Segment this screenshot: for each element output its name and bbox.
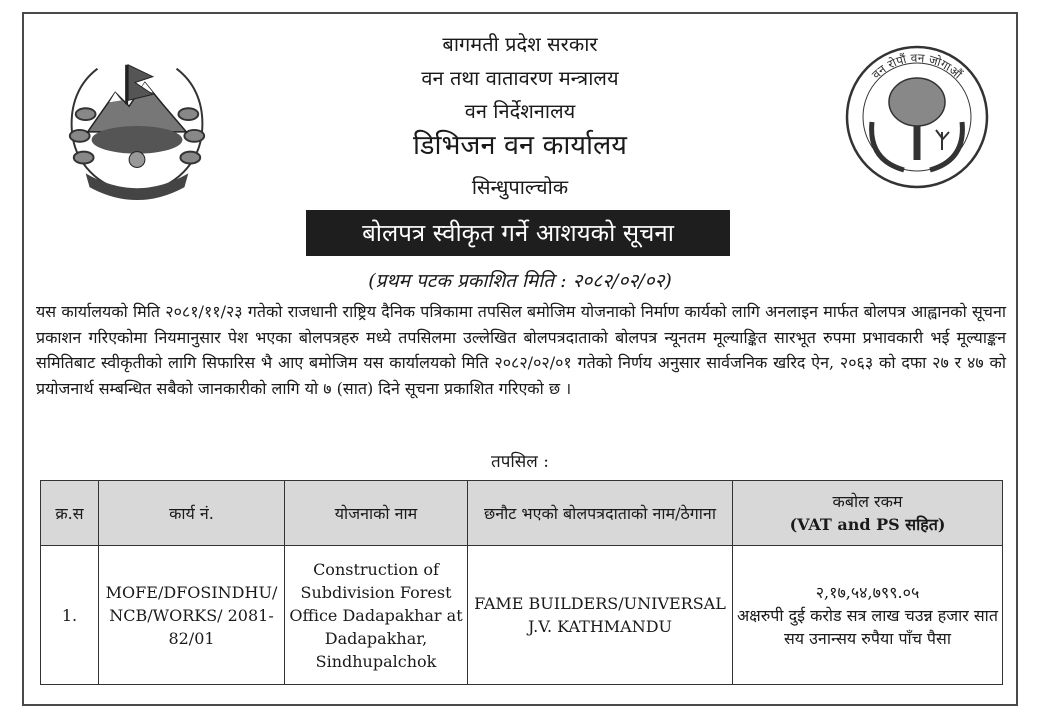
government-name: बागमती प्रदेश सरकार (442, 32, 598, 56)
publication-date: (प्रथम पटक प्रकाशित मिति : २०८२/०२/०२) (368, 270, 672, 292)
bid-result-table (40, 480, 1003, 685)
header-amount-note: (VAT and PS सहित) (789, 515, 946, 534)
cell-sn: 1. (41, 546, 99, 685)
district-name: सिन्धुपाल्चोक (471, 175, 569, 199)
schedule-label: तपसिल : (491, 452, 549, 472)
cell-work-no: MOFE/DFOSINDHU/ NCB/WORKS/ 2081-82/01 (99, 546, 285, 685)
header-sn: क्र.स (41, 481, 99, 546)
ministry-name: वन तथा वातावरण मन्त्रालय (421, 66, 619, 90)
amount-words: अक्षरुपी दुई करोड सत्र लाख चउन्न हजार सात सय उनान्सय रुपैया पाँच पैसा (737, 605, 998, 648)
header-amount (733, 481, 1003, 546)
cell-bidder: FAME BUILDERS/UNIVERSAL J.V. KATHMANDU (468, 546, 733, 685)
cell-project: Construction of Subdivision Forest Office Dadapakhar at Dadapakhar, Sindhupalchok (285, 546, 468, 685)
header-amount-label: कबोल रकम (832, 492, 903, 511)
notice-frame (22, 12, 1018, 706)
notice-body: यस कार्यालयको मिति २०८१/११/२३ गतेको राजधानी राष्ट्रिय दैनिक पत्रिकामा तपसिल बमोजिम योजनाको निर्माण कार्यको लागि अनलाइन मार्फत बोलपत्र आह्वानको सूचना प्रकाशन गरिएकोमा नियमानुसार पेश भएका बोलपत्रहरु मध्ये तपसिलमा उल्लेखित बोलपत्रदाताको बोलपत्र न्यूनतम मूल्याङ्कित सारभूत रुपमा प्रभावकारी भई मूल्याङ्कन समितिबाट स्वीकृतीको लागि सिफारिस भै आए बमोजिम यस कार्यालयको मिति २०८२/०२/०१ गतेको निर्णय अनुसार सार्वजनिक खरिद ऐन, २०६३ को दफा २७ र ४७ को प्रयोजनार्थ सम्बन्धित सबैको जानकारीको लागि यो ७ (सात) दिने सूचना प्रकाशित गरिएको छ । (36, 302, 1006, 398)
forest-seal-icon (842, 42, 992, 192)
table-header-row (41, 481, 1003, 546)
table-row (41, 546, 1003, 685)
header-work-no: कार्य नं. (99, 481, 285, 546)
seal-text: वन रोपौं वन जोगाऔं (869, 50, 965, 82)
notice-title-banner: बोलपत्र स्वीकृत गर्ने आशयको सूचना (306, 210, 730, 256)
amount-figure: २,१७,५४,७९९.०५ (815, 582, 920, 602)
header-bidder: छनौट भएको बोलपत्रदाताको नाम/ठेगाना (468, 481, 733, 546)
header-project: योजनाको नाम (285, 481, 468, 546)
cell-amount (733, 546, 1003, 685)
office-name: डिभिजन वन कार्यालय (413, 130, 627, 161)
directorate-name: वन निर्देशनालय (464, 99, 576, 123)
